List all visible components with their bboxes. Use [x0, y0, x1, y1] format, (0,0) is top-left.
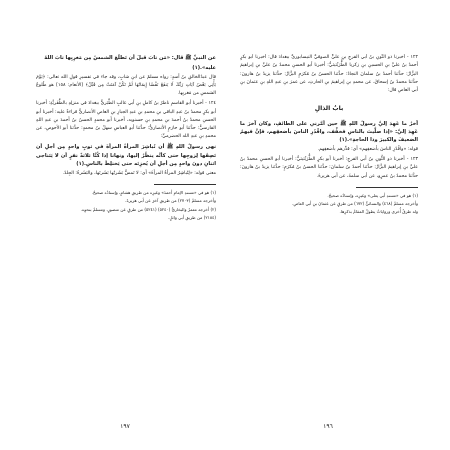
- footnote: (٢١٨٤) من طريقِ أبي وائلٍ.: [167, 214, 216, 220]
- hadith-paragraph: آخرُ ما عَهِدَ إليَّ رسولُ اللهِ ﷺ حين أمَّرني على الطائفِ، وكان آخرَ ما عَهِدَ إليَّ: «إذا صلَّيتَ بالناسِ فخفِّف، واقْدُرِ الناسَ بأضعفِهم، فإنَّ فيهمُ الضعيفَ والكبيرَ وذا الحاجةِ».(١): [240, 120, 418, 144]
- left-page: [36, 54, 216, 432]
- footnote: وأخرجه مسلمٌ (٤٦٨) والنسائيُّ (٦٧٢) من طرقٍ عن عثمانَ بنِ أبي العاصِ.: [292, 201, 418, 207]
- hadith-paragraph: عليه».(١): [192, 64, 216, 71]
- footnote: (٢) أخرجه معمرٌ والبخاريُّ (٥٢٤٠) (٥٢٤١) من طرقٍ عن منصورٍ، ومسلمٌ بنحوِه.: [80, 206, 216, 212]
- footnote: (١) هو في «مسندِ الإمامِ أحمدَ» وغيرِه من طريقِ هشامٍ، وإسنادُه صحيحٌ.: [91, 190, 216, 196]
- right-page-number: ١٩٦: [323, 423, 333, 430]
- footnote: (١) هو في «مسندِ أبي يعلى» وغيرِه، وإسنادُه صحيحٌ.: [327, 193, 418, 199]
- text-paragraph: قال عبدُالخالقِ بنُ أسدٍ: رواه مسلمٌ عن ابنِ شابٍ، وقد جاء في تفسيرِ قولِ الله تعالى: ﴿يَوْمَ يَأْتِي بَعْضُ آيَاتِ رَبِّكَ لَا يَنفَعُ نَفْسًا إِيمَانُهَا لَمْ تَكُنْ آمَنَتْ مِن قَبْلُ﴾ [الأنعام: ١٥٨] هو طُلوعُ الشمسِ من مَغربِها.: [36, 74, 216, 97]
- right-page-body-bottom: [240, 120, 418, 181]
- text-paragraph: ١٢٢ - أخبرنا ذو النُّونِ بنُ أبي الفرجِ بنِ عليٍّ الصوفيُّ النيسابوريُّ ببغدادَ قال: أخبرنا أبو بكرٍ أحمدُ بنُ عليِّ بنِ الحسينِ بنِ زكريا الطُّرَيْثيثيُّ: أخبرنا أبو الحسنِ محمدُ بنُ عليِّ بنِ إبراهيمَ البزَّازُ: حدَّثنا أحمدُ بنُ سلمانَ النجادُ: حدَّثنا الحسنُ بنُ مُكرَمٍ البزَّازُ: حدَّثنا يزيدُ بنُ هارونَ: حدَّثنا محمدُ بنُ إسحاقَ، عن محمدِ بنِ إبراهيمَ بنِ الحارثِ، عن عمرَ بنِ عبدِ اللهِ بنِ عثمانَ بنِ أبي العاصِ قال:: [240, 55, 418, 94]
- left-page-number: ١٩٧: [120, 423, 130, 430]
- chapter-title: بابُ الذالِ: [314, 105, 344, 113]
- hadith-paragraph: نهى رسولُ اللهِ ﷺ أن تُباشِرَ المرأةُ المرأةَ في ثوبٍ واحدٍ مِن أجلِ أن تَصِفَها لِزوجِها حتى كأنَّه ينظُرُ إليها، ونهانا إذا كُنَّا ثلاثةً نفرٍ أن لا يَتَناجى اثنانِ دونَ واحدٍ مِن أجلِ أن يُحزِنَه حتى يَختلِطَ بالناسِ.(١): [36, 144, 216, 167]
- right-page-body-top: [240, 54, 418, 95]
- text-paragraph: ١٢٣ - أخبرنا ذو النُّونِ بنُ أبي الفرجِ: أخبرنا أبو بكرٍ الطُّرَيْثيثيُّ: أخبرنا أبو الحسنِ محمدُ بنُ عليِّ بنِ إبراهيمَ البزَّازُ: حدَّثنا أحمدُ بنُ سلمانَ: حدَّثنا الحسنُ بنُ مُكرَمٍ: حدَّثنا يزيدُ بنُ هارونَ: حدَّثنا محمدُ بنُ عمرٍو، عن أبي سلمةَ، عن أبي هريرةَ.: [240, 157, 418, 179]
- right-page: [240, 54, 418, 432]
- hadith-paragraph: عن النبيِّ ﷺ قال: «مَن تابَ قبلَ أن تَطلُعَ الشمسُ مِن مَغرِبِها تابَ اللهُ: [44, 55, 216, 61]
- left-page-body: [36, 54, 216, 178]
- left-page-footnotes: [36, 189, 216, 221]
- text-paragraph: معنى قوله: «لِتُباشِرُ المرأةُ المرأةَ» أي: لا تَمسُّ بَشَرتُها بَشَرتَها، والبَشَرةُ: الجِلدُ.: [62, 170, 216, 176]
- text-paragraph: قوله: «واقْدُرِ الناسَ بأضعفِهم» أي: قدِّرهم بأضعفِهم.: [317, 147, 418, 153]
- footnote-separator: [356, 187, 418, 188]
- text-paragraph: ١٢٤ - أخبرنا أبو القاسمِ ناظرُ بنُ كاملِ بنِ أبي غالبٍ الطَّبَريُّ ببغدادَ في منزلِهِ بالظَّفَريَّةِ: أخبرنا أبو بكرٍ محمدُ بنُ عبدِ الباقي بنِ محمدِ بنِ عبدِ الجبارِ بنِ العاصِ الأنصاريُّ قراءةً عليه: أخبرنا أبو الحسنِ محمدُ بنُ أحمدَ بنِ محمدِ بنِ حسنويه، أخبرنا أبو محمدٍ الحسنُ بنُ أحمدَ بنِ عبدِ اللهِ الفارسيُّ: حدَّثنا أبو حازمٍ الأنصاريُّ: حدَّثنا أبو العباسِ سهلُ بنُ محمدٍ: حدَّثنا أبو الأحوصِ، عن محمدِ بنِ عبدِ الله الحضرميِّ:: [36, 101, 216, 140]
- right-page-footnotes: [240, 192, 418, 216]
- footnote: وأخرجه مسلمٌ (٢٧٠٣) من طريقِ آخرَ عن أبي هريرةَ.: [125, 198, 216, 204]
- footnote: وله طرقٌ أُخرى ورواياتٌ يطولُ المقامُ بذكرِها.: [339, 209, 418, 215]
- footnote-separator: [154, 184, 216, 185]
